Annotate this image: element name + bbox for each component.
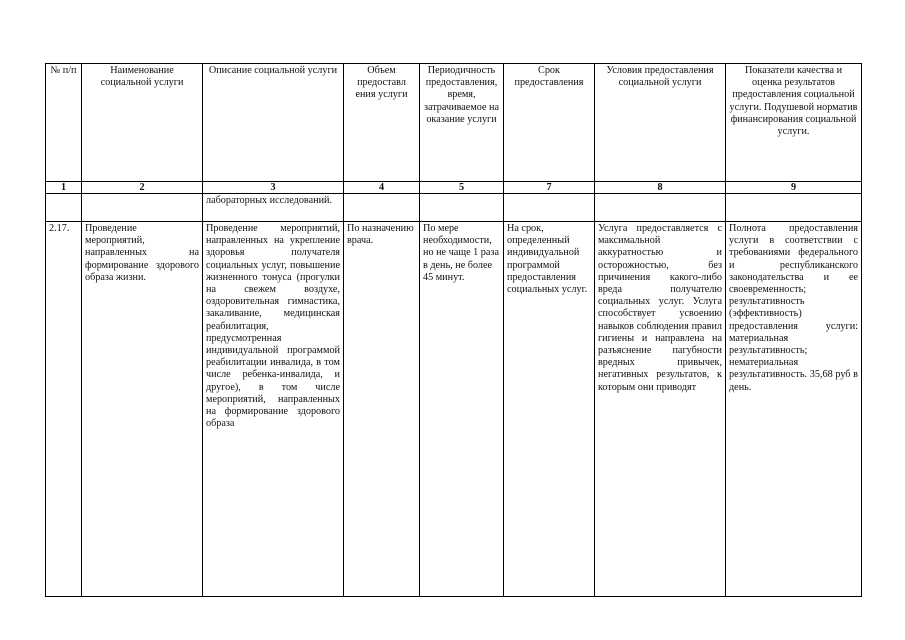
service-term: На срок, определенный индивидуальной программой предоставления социальных услуг. (504, 222, 595, 597)
column-number: 7 (504, 182, 595, 194)
service-volume: По назначению врача. (344, 222, 420, 597)
header-periodicity: Периодичность предоставления, время, затрачиваемое на оказание услуги (420, 64, 504, 182)
header-number: № п/п (46, 64, 82, 182)
column-number: 2 (82, 182, 203, 194)
service-periodicity: По мере необходимости, но не чаще 1 раза в день, не более 45 минут. (420, 222, 504, 597)
column-number: 5 (420, 182, 504, 194)
social-services-table (45, 63, 862, 597)
header-conditions: Условия предоставления социальной услуги (595, 64, 726, 182)
cell-empty (595, 194, 726, 222)
continuation-description: лабораторных исследований. (203, 194, 344, 222)
header-row (46, 64, 862, 182)
column-number: 3 (203, 182, 344, 194)
service-description: Проведение мероприятий, направленных на укрепление здоровья получателя социальных услуг, повышение жизненного тонуса (прогулки на свежем воздухе, оздоровительная гимнастика, закаливание, медицинская реабилитация, предусмотренная индивидуальной программой реабилитации инвалида, в том числе ребенка-инвалида, и другое), в том числе мероприятий, направленных на формирование здорового образа (203, 222, 344, 597)
column-number-row (46, 182, 862, 194)
service-quality: Полнота предоставления услуги в соответствии с требованиями федерального и республиканского законодательства и ее своевременность; результативность (эффективность) предоставления услуги: материальная результативность; нематериальная результативность. 35,68 руб в день. (726, 222, 862, 597)
column-number: 8 (595, 182, 726, 194)
service-conditions: Услуга предоставляется с максимальной аккуратностью и осторожностью, без причинения какого-либо вреда получателю социальных услуг. Услуга способствует усвоению навыков соблюдения правил гигиены и направлена на разъяснение пагубности вредных привычек, негативных результатов, к которым они приводят (595, 222, 726, 597)
header-quality: Показатели качества и оценка результатов предоставления социальной услуги. Подушевой норматив финансирования социальной услуги. (726, 64, 862, 182)
cell-empty (82, 194, 203, 222)
cell-empty (46, 194, 82, 222)
column-number: 4 (344, 182, 420, 194)
header-volume: Объем предоставл ения услуги (344, 64, 420, 182)
cell-empty (420, 194, 504, 222)
cell-empty (344, 194, 420, 222)
header-term: Срок предоставления (504, 64, 595, 182)
column-number: 1 (46, 182, 82, 194)
cell-empty (726, 194, 862, 222)
header-service-name: Наименование социальной услуги (82, 64, 203, 182)
row-number: 2.17. (46, 222, 82, 597)
table-row (46, 222, 862, 597)
header-description: Описание социальной услуги (203, 64, 344, 182)
cell-empty (504, 194, 595, 222)
continuation-row (46, 194, 862, 222)
service-name: Проведение мероприятий, направленных на формирование здорового образа жизни. (82, 222, 203, 597)
column-number: 9 (726, 182, 862, 194)
